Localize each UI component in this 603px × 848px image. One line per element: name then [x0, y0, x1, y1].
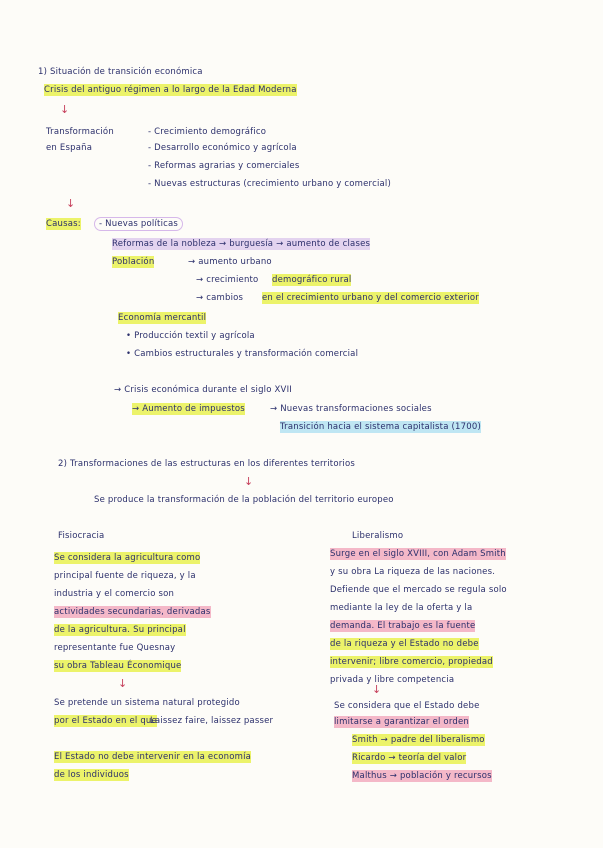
right-after-line: Smith → padre del liberalismo	[352, 735, 485, 745]
down-arrow-icon: ↓	[66, 197, 76, 210]
down-arrow-icon: ↓	[244, 475, 254, 488]
left-after-line: por el Estado en el que	[54, 716, 157, 726]
right-line: intervenir; libre comercio, propiedad	[330, 657, 493, 667]
crisis-result-2: Transición hacia el sistema capitalista (1700)	[280, 422, 481, 432]
crisis-result-1: → Nuevas transformaciones sociales	[270, 404, 432, 414]
population-c-highlight: en el crecimiento urbano y del comercio exterior	[262, 293, 479, 303]
right-line: y su obra La riqueza de las naciones.	[330, 567, 496, 577]
population-b: → crecimiento	[196, 275, 259, 285]
left-line: actividades secundarias, derivadas	[54, 607, 211, 617]
crisis-highlight: → Aumento de impuestos	[132, 404, 245, 414]
right-line: de la riqueza y el Estado no debe	[330, 639, 479, 649]
left-after-line: Se pretende un sistema natural protegido	[54, 698, 240, 708]
down-arrow-icon: ↓	[372, 683, 382, 696]
economy-label: Economía mercantil	[118, 313, 207, 323]
left-after-line: Laissez faire, laissez passer	[150, 716, 274, 726]
section-1-title: 1) Situación de transición económica	[38, 67, 203, 77]
left-line: principal fuente de riqueza, y la	[54, 571, 196, 581]
down-arrow-icon: ↓	[60, 103, 70, 116]
right-line: privada y libre competencia	[330, 675, 455, 685]
down-arrow-icon: ↓	[118, 677, 128, 690]
section-1-subtitle: Crisis del antiguo régimen a lo largo de la Edad Moderna	[44, 85, 297, 95]
population-label: Población	[112, 257, 155, 267]
left-column-title: Fisiocracia	[58, 531, 105, 541]
bullet-item: - Crecimiento demográfico	[148, 127, 267, 137]
population-a: → aumento urbano	[188, 257, 272, 267]
causes-label: Causas:	[46, 219, 81, 229]
nobility-line: Reformas de la nobleza → burguesía → aumento de clases	[112, 239, 371, 249]
left-line: su obra Tableau Économique	[54, 661, 182, 671]
bullet-item: - Desarrollo económico y agrícola	[148, 143, 297, 153]
right-after-line: limitarse a garantizar el orden	[334, 717, 469, 727]
transformation-label-2: en España	[46, 143, 93, 153]
right-line: Surge en el siglo XVIII, con Adam Smith	[330, 549, 506, 559]
population-c: → cambios	[196, 293, 244, 303]
left-foot-line: de los individuos	[54, 770, 129, 780]
economy-b: • Cambios estructurales y transformación comercial	[126, 349, 359, 359]
left-line: de la agricultura. Su principal	[54, 625, 186, 635]
section-2-title: 2) Transformaciones de las estructuras en los diferentes territorios	[58, 459, 356, 469]
section-2-subtitle: Se produce la transformación de la población del territorio europeo	[94, 495, 394, 505]
population-b-highlight: demográfico rural	[272, 275, 352, 285]
left-foot-line: El Estado no debe intervenir en la economía	[54, 752, 252, 762]
bullet-item: - Reformas agrarias y comerciales	[148, 161, 300, 171]
crisis-line: → Crisis económica durante el siglo XVII	[114, 385, 292, 395]
left-line: Se considera la agricultura como	[54, 553, 201, 563]
right-column-title: Liberalismo	[352, 531, 404, 541]
right-after-line: Se considera que el Estado debe	[334, 701, 480, 711]
right-after-line: Malthus → población y recursos	[352, 771, 492, 781]
right-after-line: Ricardo → teoría del valor	[352, 753, 467, 763]
transformation-label: Transformación	[46, 127, 114, 137]
left-line: industria y el comercio son	[54, 589, 175, 599]
economy-a: • Producción textil y agrícola	[126, 331, 255, 341]
bullet-item: - Nuevas estructuras (crecimiento urbano y comercial)	[148, 179, 391, 189]
right-line: Defiende que el mercado se regula solo	[330, 585, 507, 595]
right-line: mediante la ley de la oferta y la	[330, 603, 473, 613]
left-line: representante fue Quesnay	[54, 643, 176, 653]
causes-text: - Nuevas políticas	[94, 217, 183, 231]
right-line: demanda. El trabajo es la fuente	[330, 621, 476, 631]
